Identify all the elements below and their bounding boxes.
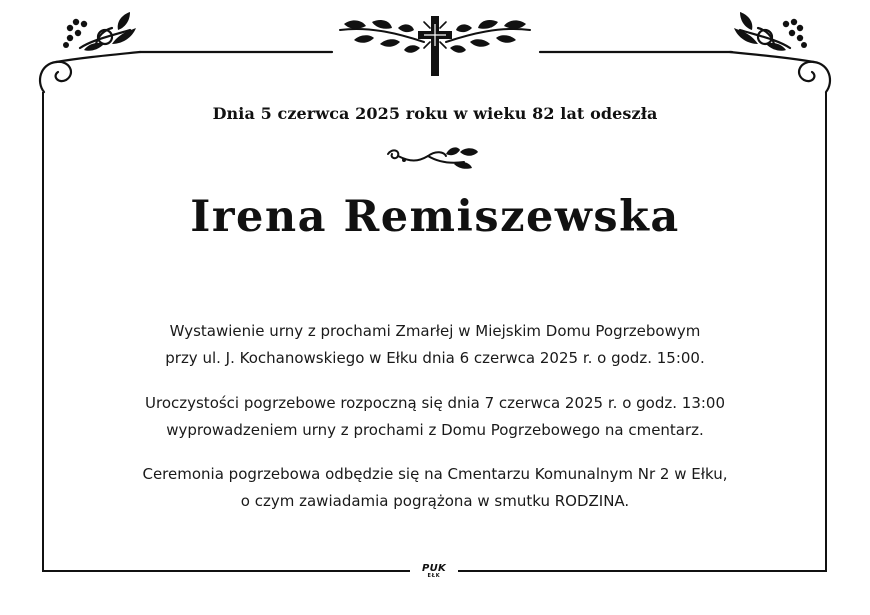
top-ornaments (0, 0, 870, 100)
floral-corner-left-icon (40, 12, 140, 92)
floral-corner-right-icon (730, 12, 830, 92)
paragraph-line: Uroczystości pogrzebowe rozpoczną się dnia 7 czerwca 2025 r. o godz. 13:00 (145, 394, 725, 412)
intro-text: Dnia 5 czerwca 2025 roku w wieku 82 lat odeszła (212, 104, 658, 123)
paragraph-line: wyprowadzeniem urny z prochami z Domu Pogrzebowego na cmentarz. (166, 421, 704, 439)
paragraph-line: Wystawienie urny z prochami Zmarłej w Miejskim Domu Pogrzebowym (169, 322, 701, 340)
deceased-name: Irena Remiszewska (190, 192, 680, 242)
vine-divider-icon (384, 142, 484, 174)
paragraph-ceremony (0, 390, 870, 444)
cross-with-laurel-icon (340, 16, 530, 76)
paragraph-cemetery (0, 461, 870, 515)
frame-bottom-border-right (458, 570, 827, 572)
paragraph-line: przy ul. J. Kochanowskiego w Ełku dnia 6 czerwca 2025 r. o godz. 15:00. (165, 349, 705, 367)
paragraph-line: Ceremonia pogrzebowa odbędzie się na Cmentarzu Komunalnym Nr 2 w Ełku, (142, 465, 728, 483)
paragraph-viewing (0, 318, 870, 372)
paragraph-line: o czym zawiadamia pogrążona w smutku RODZINA. (240, 492, 630, 510)
logo-main-text: PUK (421, 563, 447, 574)
footer-logo (412, 563, 456, 579)
frame-bottom-border-left (42, 570, 410, 572)
logo-sub-text: EŁK (427, 573, 441, 579)
